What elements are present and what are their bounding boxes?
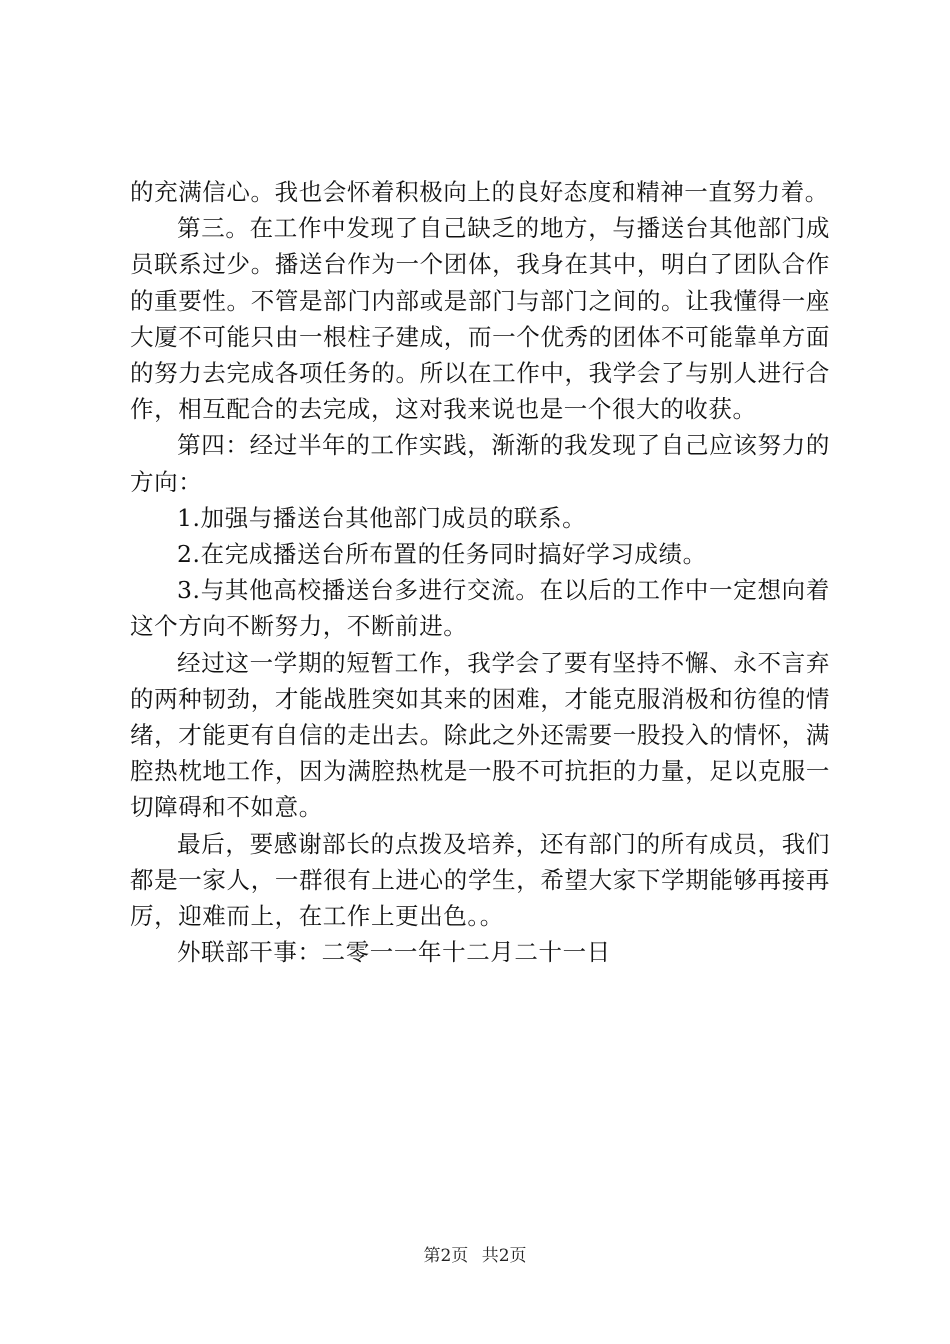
- signature-date-line: 外联部干事：二零一一年十二月二十一日: [177, 938, 611, 967]
- page-total: 共2页: [481, 1246, 527, 1266]
- page-footer: [0, 1245, 950, 1267]
- list-item-3: 3.与其他高校播送台多进行交流。在以后的工作中一定想向着这个方向不断努力，不断前进。: [130, 576, 830, 641]
- document-body: [130, 174, 830, 970]
- paragraph-closing: 最后，要感谢部长的点拨及培养，还有部门的所有成员，我们都是一家人，一群很有上进心的学生，希望大家下学期能够再接再厉，迎难而上，在工作上更出色。。: [130, 829, 830, 931]
- paragraph-third-point: 第三。在工作中发现了自己缺乏的地方，与播送台其他部门成员联系过少。播送台作为一个团体，我身在其中，明白了团队合作的重要性。不管是部门内部或是部门与部门之间的。让我懂得一座大厦不可能只由一根柱子建成，而一个优秀的团体不可能靠单方面的努力去完成各项任务的。所以在工作中，我学会了与别人进行合作，相互配合的去完成，这对我来说也是一个很大的收获。: [130, 214, 830, 424]
- list-item-2: 2.在完成播送台所布置的任务同时搞好学习成绩。: [177, 540, 707, 569]
- page-number: 第2页: [423, 1246, 469, 1266]
- list-item-1: 1.加强与播送台其他部门成员的联系。: [177, 503, 587, 532]
- paragraph-fourth-point: 第四：经过半年的工作实践，渐渐的我发现了自己应该努力的方向：: [130, 431, 830, 496]
- paragraph-summary: 经过这一学期的短暂工作，我学会了要有坚持不懈、永不言弃的两种韧劲，才能战胜突如其来的困难，才能克服消极和彷徨的情绪，才能更有自信的走出去。除此之外还需要一股投入的情怀，满腔热枕地工作，因为满腔热枕是一股不可抗拒的力量，足以克服一切障碍和不如意。: [130, 648, 830, 822]
- paragraph-continuation: 的充满信心。我也会怀着积极向上的良好态度和精神一直努力着。: [130, 178, 829, 206]
